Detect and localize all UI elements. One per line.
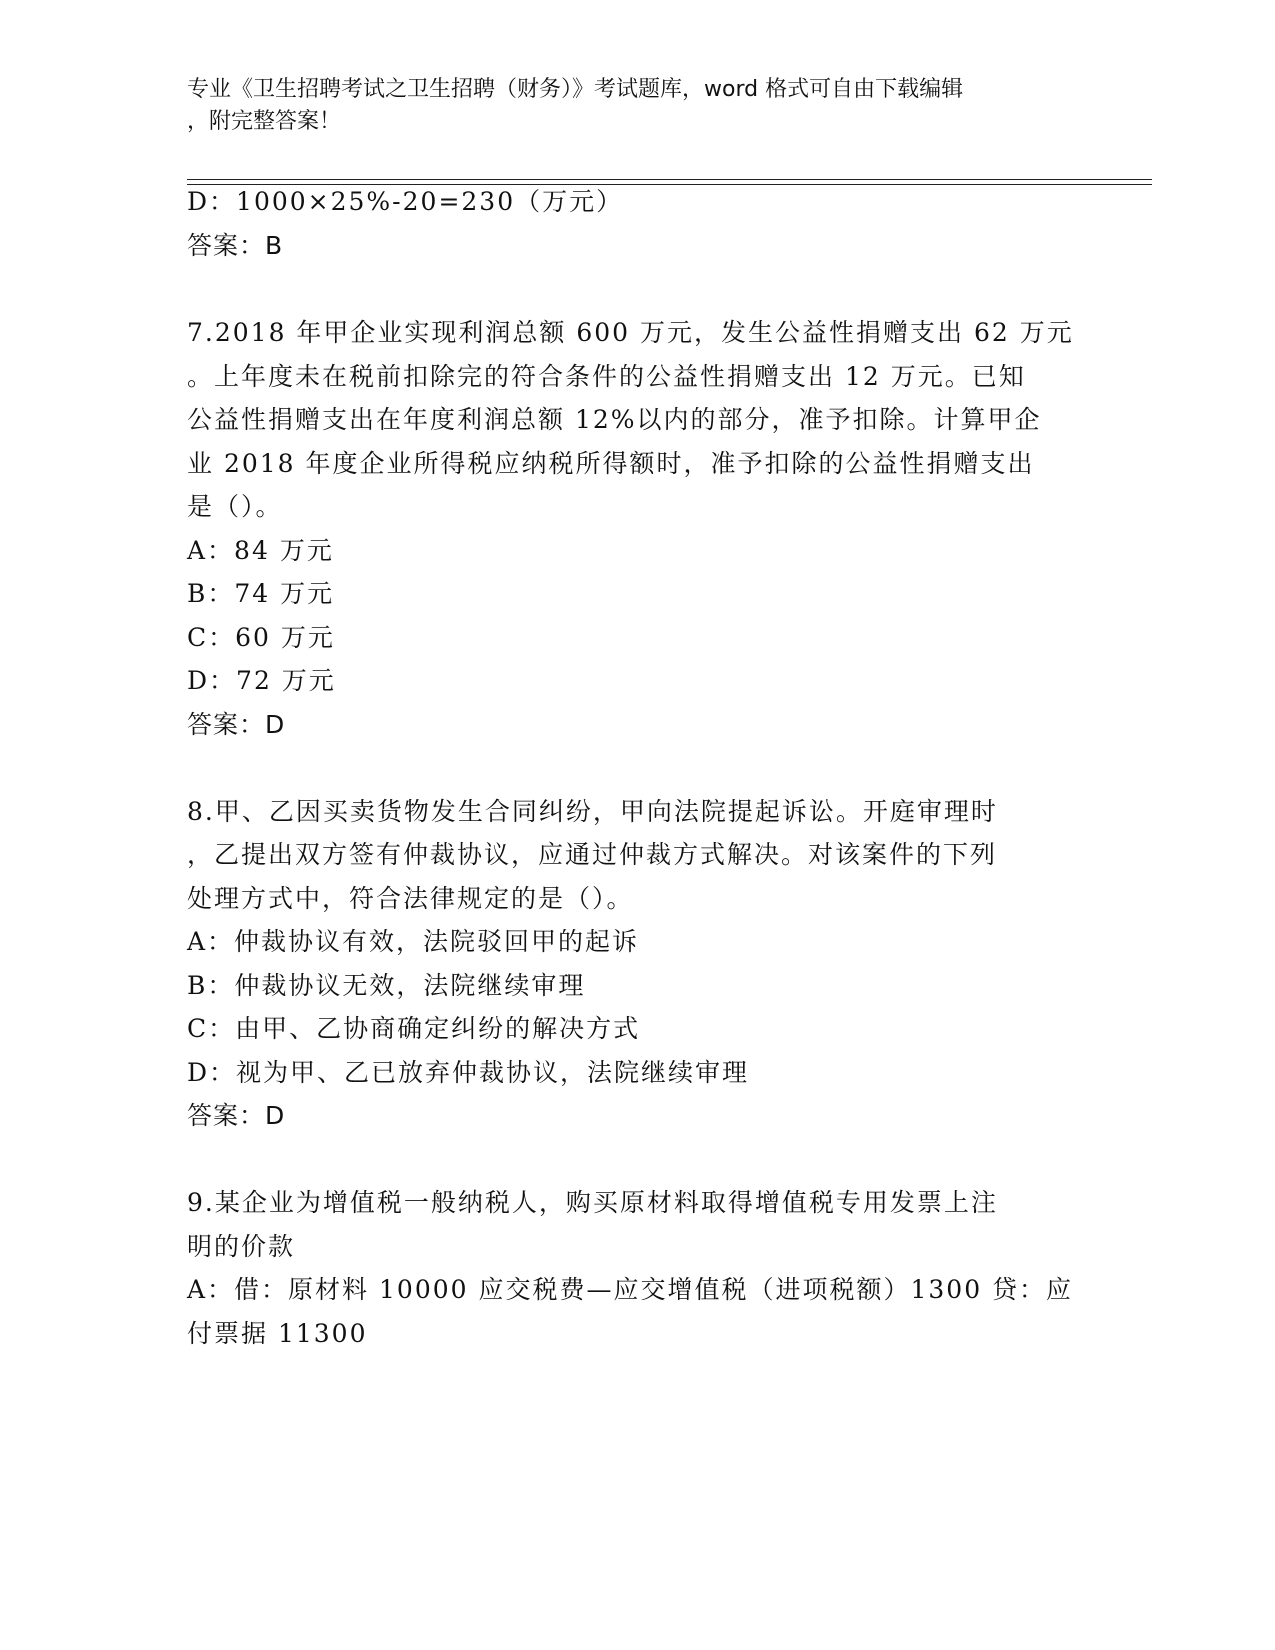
question-9-line-2: 明的价款 bbox=[187, 1232, 296, 1261]
header-line-2: ，附完整答案！ bbox=[187, 109, 342, 134]
question-8-line-3: 处理方式中，符合法律规定的是（）。 bbox=[187, 884, 634, 913]
prev-option-d: D：1000×25%-20=230（万元） bbox=[187, 187, 624, 216]
question-9-line-1: 9.某企业为增值税一般纳税人，购买原材料取得增值税专用发票上注 bbox=[187, 1188, 998, 1217]
question-7-line-2: 。上年度未在税前扣除完的符合条件的公益性捐赠支出 12 万元。已知 bbox=[187, 362, 1026, 391]
question-7-line-4: 业 2018 年度企业所得税应纳税所得额时，准予扣除的公益性捐赠支出 bbox=[187, 449, 1035, 478]
question-8-option-c: C：由甲、乙协商确定纠纷的解决方式 bbox=[187, 1014, 641, 1043]
question-7-answer: 答案：D bbox=[187, 710, 286, 739]
question-8-option-b: B：仲裁协议无效，法院继续审理 bbox=[187, 971, 586, 1000]
question-8-answer: 答案：D bbox=[187, 1101, 286, 1130]
question-7-line-1: 7.2018 年甲企业实现利润总额 600 万元，发生公益性捐赠支出 62 万元 bbox=[187, 318, 1074, 347]
page-header bbox=[187, 74, 1087, 138]
header-line-1: 专业《卫生招聘考试之卫生招聘（财务）》考试题库，word 格式可自由下载编辑 bbox=[187, 77, 964, 102]
question-7-option-b: B：74 万元 bbox=[187, 579, 335, 608]
question-8-option-d: D：视为甲、乙已放弃仲裁协议，法院继续审理 bbox=[187, 1058, 750, 1087]
question-7-line-5: 是（）。 bbox=[187, 492, 283, 521]
question-7-option-a: A：84 万元 bbox=[187, 536, 334, 565]
question-9-option-a-line-1: A：借：原材料 10000 应交税费—应交增值税（进项税额）1300 贷：应 bbox=[187, 1275, 1074, 1304]
question-8-option-a: A：仲裁协议有效，法院驳回甲的起诉 bbox=[187, 927, 640, 956]
question-8-line-2: ，乙提出双方签有仲裁协议，应通过仲裁方式解决。对该案件的下列 bbox=[187, 840, 998, 869]
question-9-option-a-line-2: 付票据 11300 bbox=[187, 1319, 368, 1348]
question-7-option-d: D：72 万元 bbox=[187, 666, 336, 695]
question-7-option-c: C：60 万元 bbox=[187, 623, 335, 652]
header-divider-bottom bbox=[187, 184, 1152, 185]
header-divider-top bbox=[187, 179, 1152, 180]
question-7-line-3: 公益性捐赠支出在年度利润总额 12%以内的部分，准予扣除。计算甲企 bbox=[187, 405, 1042, 434]
question-8-line-1: 8.甲、乙因买卖货物发生合同纠纷，甲向法院提起诉讼。开庭审理时 bbox=[187, 797, 998, 826]
prev-answer: 答案：B bbox=[187, 231, 284, 260]
